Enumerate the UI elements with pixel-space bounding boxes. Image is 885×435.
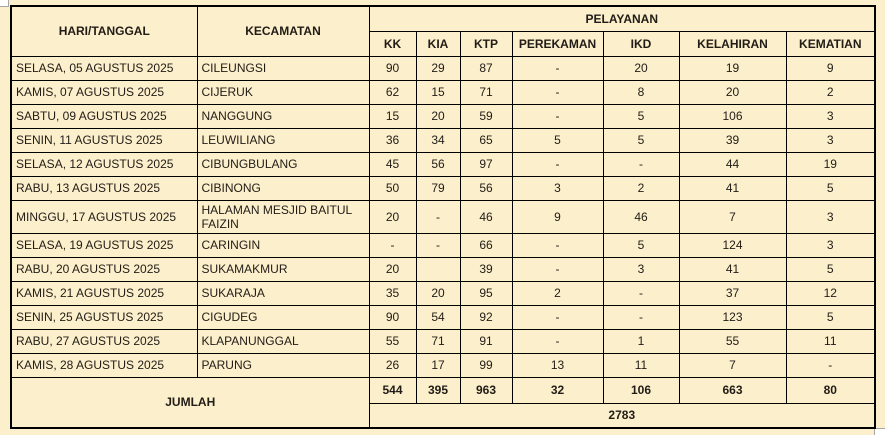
value-cell[interactable]: 7: [679, 200, 786, 233]
table-row: [11, 353, 875, 377]
date-cell[interactable]: SENIN, 11 AGUSTUS 2025: [11, 128, 197, 152]
header-ktp[interactable]: KTP: [460, 31, 512, 56]
value-cell[interactable]: 123: [679, 305, 786, 329]
value-cell[interactable]: 17: [416, 353, 460, 377]
value-cell[interactable]: 9: [512, 200, 603, 233]
table-row: [11, 305, 875, 329]
value-cell[interactable]: 90: [369, 305, 416, 329]
value-cell[interactable]: [416, 257, 460, 281]
value-cell[interactable]: 9: [786, 56, 875, 80]
value-cell[interactable]: 26: [369, 353, 416, 377]
value-cell[interactable]: 90: [369, 56, 416, 80]
kecamatan-cell[interactable]: NANGGUNG: [197, 104, 369, 128]
value-cell[interactable]: -: [603, 152, 679, 176]
value-cell[interactable]: 71: [416, 329, 460, 353]
value-cell[interactable]: 2: [786, 80, 875, 104]
value-cell[interactable]: 7: [679, 353, 786, 377]
total-ktp-cell[interactable]: 963: [460, 377, 512, 403]
value-cell[interactable]: 5: [786, 305, 875, 329]
value-cell[interactable]: 5: [786, 176, 875, 200]
totals-row: [11, 377, 875, 403]
date-cell[interactable]: RABU, 20 AGUSTUS 2025: [11, 257, 197, 281]
date-cell[interactable]: SABTU, 09 AGUSTUS 2025: [11, 104, 197, 128]
value-cell[interactable]: 54: [416, 305, 460, 329]
table-row: [11, 233, 875, 257]
date-cell[interactable]: MINGGU, 17 AGUSTUS 2025: [11, 200, 197, 233]
header-kk[interactable]: KK: [369, 31, 416, 56]
table-body: [11, 56, 875, 377]
value-cell[interactable]: 29: [416, 56, 460, 80]
date-cell[interactable]: RABU, 27 AGUSTUS 2025: [11, 329, 197, 353]
value-cell[interactable]: 5: [603, 128, 679, 152]
value-cell[interactable]: -: [416, 200, 460, 233]
value-cell[interactable]: 13: [512, 353, 603, 377]
header-pelayanan[interactable]: PELAYANAN: [369, 6, 875, 31]
date-cell[interactable]: KAMIS, 07 AGUSTUS 2025: [11, 80, 197, 104]
value-cell[interactable]: -: [512, 80, 603, 104]
value-cell[interactable]: 41: [679, 257, 786, 281]
value-cell[interactable]: 15: [416, 80, 460, 104]
value-cell[interactable]: 5: [512, 128, 603, 152]
value-cell[interactable]: 20: [603, 56, 679, 80]
date-cell[interactable]: SELASA, 12 AGUSTUS 2025: [11, 152, 197, 176]
value-cell[interactable]: -: [512, 233, 603, 257]
value-cell[interactable]: -: [512, 329, 603, 353]
date-cell[interactable]: SELASA, 19 AGUSTUS 2025: [11, 233, 197, 257]
value-cell[interactable]: 12: [786, 281, 875, 305]
value-cell[interactable]: 95: [460, 281, 512, 305]
kecamatan-cell[interactable]: CIBINONG: [197, 176, 369, 200]
value-cell[interactable]: 5: [786, 257, 875, 281]
value-cell[interactable]: 44: [679, 152, 786, 176]
value-cell[interactable]: 56: [460, 176, 512, 200]
grand-total-cell[interactable]: 2783: [369, 403, 875, 428]
header-kematian[interactable]: KEMATIAN: [786, 31, 875, 56]
table-row: [11, 128, 875, 152]
value-cell[interactable]: 46: [603, 200, 679, 233]
pelayanan-table: [10, 5, 876, 429]
value-cell[interactable]: 15: [369, 104, 416, 128]
kecamatan-cell[interactable]: SUKAMAKMUR: [197, 257, 369, 281]
kecamatan-cell[interactable]: LEUWILIANG: [197, 128, 369, 152]
value-cell[interactable]: 46: [460, 200, 512, 233]
value-cell[interactable]: 3: [603, 257, 679, 281]
value-cell[interactable]: 35: [369, 281, 416, 305]
header-kecamatan[interactable]: KECAMATAN: [197, 6, 369, 56]
total-ikd-cell[interactable]: 106: [603, 377, 679, 403]
table-row: [11, 152, 875, 176]
value-cell[interactable]: -: [416, 233, 460, 257]
total-perekaman-cell[interactable]: 32: [512, 377, 603, 403]
kecamatan-cell[interactable]: CIJERUK: [197, 80, 369, 104]
value-cell[interactable]: 55: [369, 329, 416, 353]
value-cell[interactable]: 19: [679, 56, 786, 80]
value-cell[interactable]: 39: [679, 128, 786, 152]
value-cell[interactable]: 5: [603, 233, 679, 257]
header-hari-tanggal[interactable]: HARI/TANGGAL: [11, 6, 197, 56]
value-cell[interactable]: 87: [460, 56, 512, 80]
value-cell[interactable]: 71: [460, 80, 512, 104]
value-cell[interactable]: 55: [679, 329, 786, 353]
kecamatan-cell[interactable]: HALAMAN MESJID BAITUL FAIZIN: [197, 200, 369, 233]
date-cell[interactable]: KAMIS, 28 AGUSTUS 2025: [11, 353, 197, 377]
table-row: [11, 200, 875, 233]
partial-grid-cell-bottomright[interactable]: [874, 428, 885, 435]
value-cell[interactable]: -: [512, 56, 603, 80]
value-cell[interactable]: 20: [369, 200, 416, 233]
kecamatan-cell[interactable]: PARUNG: [197, 353, 369, 377]
table-footer: [11, 377, 875, 428]
kecamatan-cell[interactable]: CIBUNGBULANG: [197, 152, 369, 176]
jumlah-label-cell[interactable]: JUMLAH: [11, 377, 369, 428]
kecamatan-cell[interactable]: SUKARAJA: [197, 281, 369, 305]
kecamatan-cell[interactable]: KLAPANUNGGAL: [197, 329, 369, 353]
value-cell[interactable]: 1: [603, 329, 679, 353]
value-cell[interactable]: 59: [460, 104, 512, 128]
table-header: [11, 6, 875, 56]
value-cell[interactable]: 11: [603, 353, 679, 377]
value-cell[interactable]: 19: [786, 152, 875, 176]
value-cell[interactable]: 5: [603, 104, 679, 128]
value-cell[interactable]: 37: [679, 281, 786, 305]
table-row: [11, 56, 875, 80]
partial-grid-cell-topleft[interactable]: [0, 0, 9, 7]
value-cell[interactable]: 56: [416, 152, 460, 176]
value-cell[interactable]: 41: [679, 176, 786, 200]
value-cell[interactable]: 3: [786, 200, 875, 233]
value-cell[interactable]: 65: [460, 128, 512, 152]
value-cell[interactable]: 3: [512, 176, 603, 200]
value-cell[interactable]: -: [512, 257, 603, 281]
header-ikd[interactable]: IKD: [603, 31, 679, 56]
value-cell[interactable]: 79: [416, 176, 460, 200]
value-cell[interactable]: 45: [369, 152, 416, 176]
table-row: [11, 176, 875, 200]
table-row: [11, 281, 875, 305]
value-cell[interactable]: 124: [679, 233, 786, 257]
table-row: [11, 329, 875, 353]
value-cell[interactable]: 20: [416, 104, 460, 128]
value-cell[interactable]: 39: [460, 257, 512, 281]
header-perekaman[interactable]: PEREKAMAN: [512, 31, 603, 56]
value-cell[interactable]: 20: [369, 257, 416, 281]
value-cell[interactable]: 36: [369, 128, 416, 152]
header-row-1: [11, 6, 875, 31]
total-kk-cell[interactable]: 544: [369, 377, 416, 403]
value-cell[interactable]: -: [786, 353, 875, 377]
total-kematian-cell[interactable]: 80: [786, 377, 875, 403]
value-cell[interactable]: 50: [369, 176, 416, 200]
value-cell[interactable]: 62: [369, 80, 416, 104]
value-cell[interactable]: -: [603, 305, 679, 329]
date-cell[interactable]: SENIN, 25 AGUSTUS 2025: [11, 305, 197, 329]
value-cell[interactable]: 92: [460, 305, 512, 329]
value-cell[interactable]: 99: [460, 353, 512, 377]
value-cell[interactable]: 20: [416, 281, 460, 305]
header-kia[interactable]: KIA: [416, 31, 460, 56]
total-kelahiran-cell[interactable]: 663: [679, 377, 786, 403]
kecamatan-cell[interactable]: CIGUDEG: [197, 305, 369, 329]
value-cell[interactable]: 20: [679, 80, 786, 104]
date-cell[interactable]: SELASA, 05 AGUSTUS 2025: [11, 56, 197, 80]
date-cell[interactable]: KAMIS, 21 AGUSTUS 2025: [11, 281, 197, 305]
date-cell[interactable]: RABU, 13 AGUSTUS 2025: [11, 176, 197, 200]
value-cell[interactable]: 3: [786, 128, 875, 152]
value-cell[interactable]: 3: [786, 233, 875, 257]
value-cell[interactable]: 34: [416, 128, 460, 152]
value-cell[interactable]: 106: [679, 104, 786, 128]
value-cell[interactable]: 8: [603, 80, 679, 104]
value-cell[interactable]: 11: [786, 329, 875, 353]
kecamatan-cell[interactable]: CILEUNGSI: [197, 56, 369, 80]
table-row: [11, 104, 875, 128]
value-cell[interactable]: -: [512, 104, 603, 128]
value-cell[interactable]: -: [603, 281, 679, 305]
value-cell[interactable]: 3: [786, 104, 875, 128]
kecamatan-cell[interactable]: CARINGIN: [197, 233, 369, 257]
total-kia-cell[interactable]: 395: [416, 377, 460, 403]
value-cell[interactable]: -: [512, 305, 603, 329]
table-row: [11, 80, 875, 104]
value-cell[interactable]: 2: [512, 281, 603, 305]
value-cell[interactable]: 97: [460, 152, 512, 176]
value-cell[interactable]: -: [369, 233, 416, 257]
value-cell[interactable]: 66: [460, 233, 512, 257]
value-cell[interactable]: 91: [460, 329, 512, 353]
value-cell[interactable]: -: [512, 152, 603, 176]
table-row: [11, 257, 875, 281]
header-kelahiran[interactable]: KELAHIRAN: [679, 31, 786, 56]
value-cell[interactable]: 2: [603, 176, 679, 200]
